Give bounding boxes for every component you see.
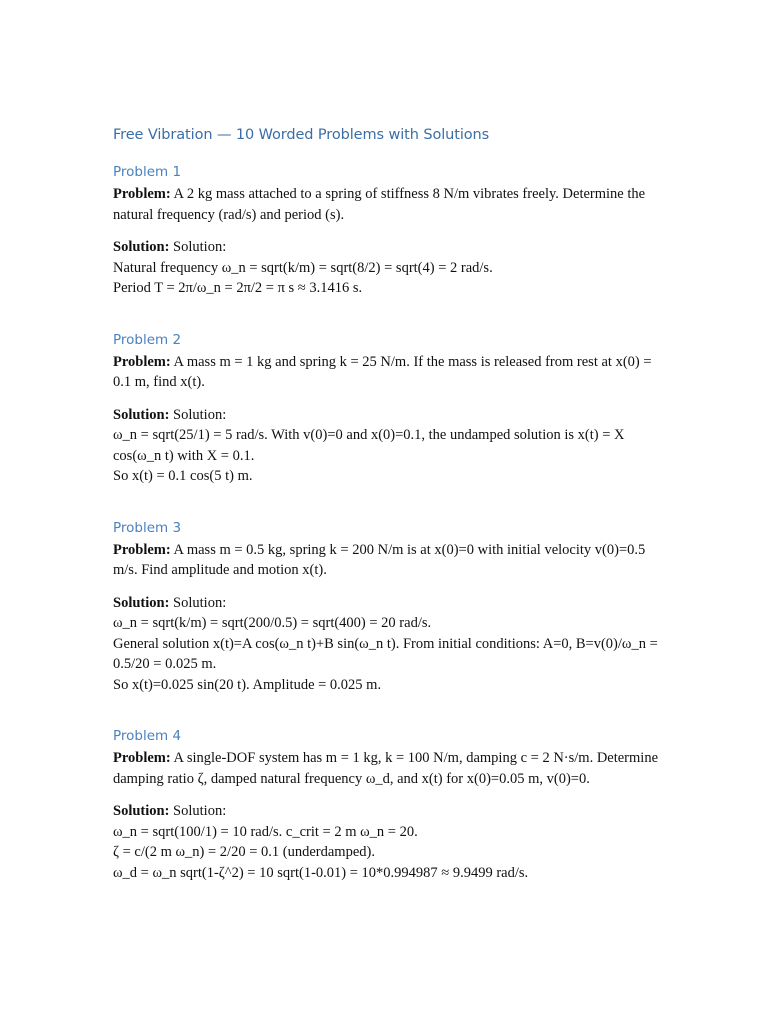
solution-label: Solution: xyxy=(113,406,170,423)
solution-line: Period T = 2π/ω_n = 2π/2 = π s ≈ 3.1416 s. xyxy=(113,280,363,296)
solution-intro: Solution: xyxy=(173,594,227,611)
document-page xyxy=(113,124,658,914)
solution-block xyxy=(113,237,658,299)
problem-statement xyxy=(113,184,658,225)
solution-intro: Solution: xyxy=(173,239,227,255)
problem-heading: Problem 2 xyxy=(113,331,182,348)
solution-label: Solution: xyxy=(113,239,170,255)
solution-line: ω_n = sqrt(k/m) = sqrt(200/0.5) = sqrt(400) = 20 rad/s. xyxy=(113,615,432,631)
problem-heading: Problem 3 xyxy=(113,519,182,536)
problem-section xyxy=(113,518,658,696)
problem-section xyxy=(113,330,658,487)
problem-text: A mass m = 0.5 kg, spring k = 200 N/m is at x(0)=0 with initial velocity v(0)=0.5 m/s. Find amplitude and motion x(t). xyxy=(113,541,646,578)
document-title: Free Vibration — 10 Worded Problems with Solutions xyxy=(113,127,490,143)
solution-line: ω_n = sqrt(25/1) = 5 rad/s. With v(0)=0 and x(0)=0.1, the undamped solution is x(t) = X cos(ω_n t) with X = 0.1. xyxy=(113,427,625,464)
solution-intro: Solution: xyxy=(173,406,227,423)
problem-label: Problem: xyxy=(113,186,171,202)
problem-label: Problem: xyxy=(113,541,171,558)
solution-line: So x(t) = 0.1 cos(5 t) m. xyxy=(113,468,253,484)
problem-statement xyxy=(113,352,658,393)
solution-line: So x(t)=0.025 sin(20 t). Amplitude = 0.025 m. xyxy=(113,676,382,693)
problem-statement xyxy=(113,540,658,581)
problem-text: A single-DOF system has m = 1 kg, k = 100 N/m, damping c = 2 N·s/m. Determine damping ratio ζ, damped natural frequency ω_d, and x(t) for x(0)=0.05 m, v(0)=0. xyxy=(113,750,659,787)
problem-label: Problem: xyxy=(113,750,171,766)
solution-line: Natural frequency ω_n = sqrt(k/m) = sqrt(8/2) = sqrt(4) = 2 rad/s. xyxy=(113,259,493,276)
solution-block xyxy=(113,405,658,487)
problem-text: A 2 kg mass attached to a spring of stiffness 8 N/m vibrates freely. Determine the natural frequency (rad/s) and period (s). xyxy=(113,186,646,223)
solution-line: ω_n = sqrt(100/1) = 10 rad/s. c_crit = 2 m ω_n = 20. xyxy=(113,823,418,840)
solution-intro: Solution: xyxy=(173,803,227,819)
problem-section xyxy=(113,162,658,299)
solution-line: General solution x(t)=A cos(ω_n t)+B sin(ω_n t). From initial conditions: A=0, B=v(0)/ω_n = 0.5/20 = 0.025 m. xyxy=(113,635,658,672)
problem-label: Problem: xyxy=(113,353,171,370)
problem-section xyxy=(113,726,658,883)
solution-label: Solution: xyxy=(113,594,170,611)
problem-heading: Problem 1 xyxy=(113,164,182,180)
solution-label: Solution: xyxy=(113,803,170,819)
problem-heading: Problem 4 xyxy=(113,728,182,744)
solution-block xyxy=(113,801,658,883)
solution-line: ζ = c/(2 m ω_n) = 2/20 = 0.1 (underdamped). xyxy=(113,844,375,860)
problem-text: A mass m = 1 kg and spring k = 25 N/m. If the mass is released from rest at x(0) = 0.1 m, find x(t). xyxy=(113,353,652,390)
solution-line: ω_d = ω_n sqrt(1-ζ^2) = 10 sqrt(1-0.01) = 10*0.994987 ≈ 9.9499 rad/s. xyxy=(113,864,529,881)
problem-statement xyxy=(113,748,658,789)
solution-block xyxy=(113,593,658,696)
